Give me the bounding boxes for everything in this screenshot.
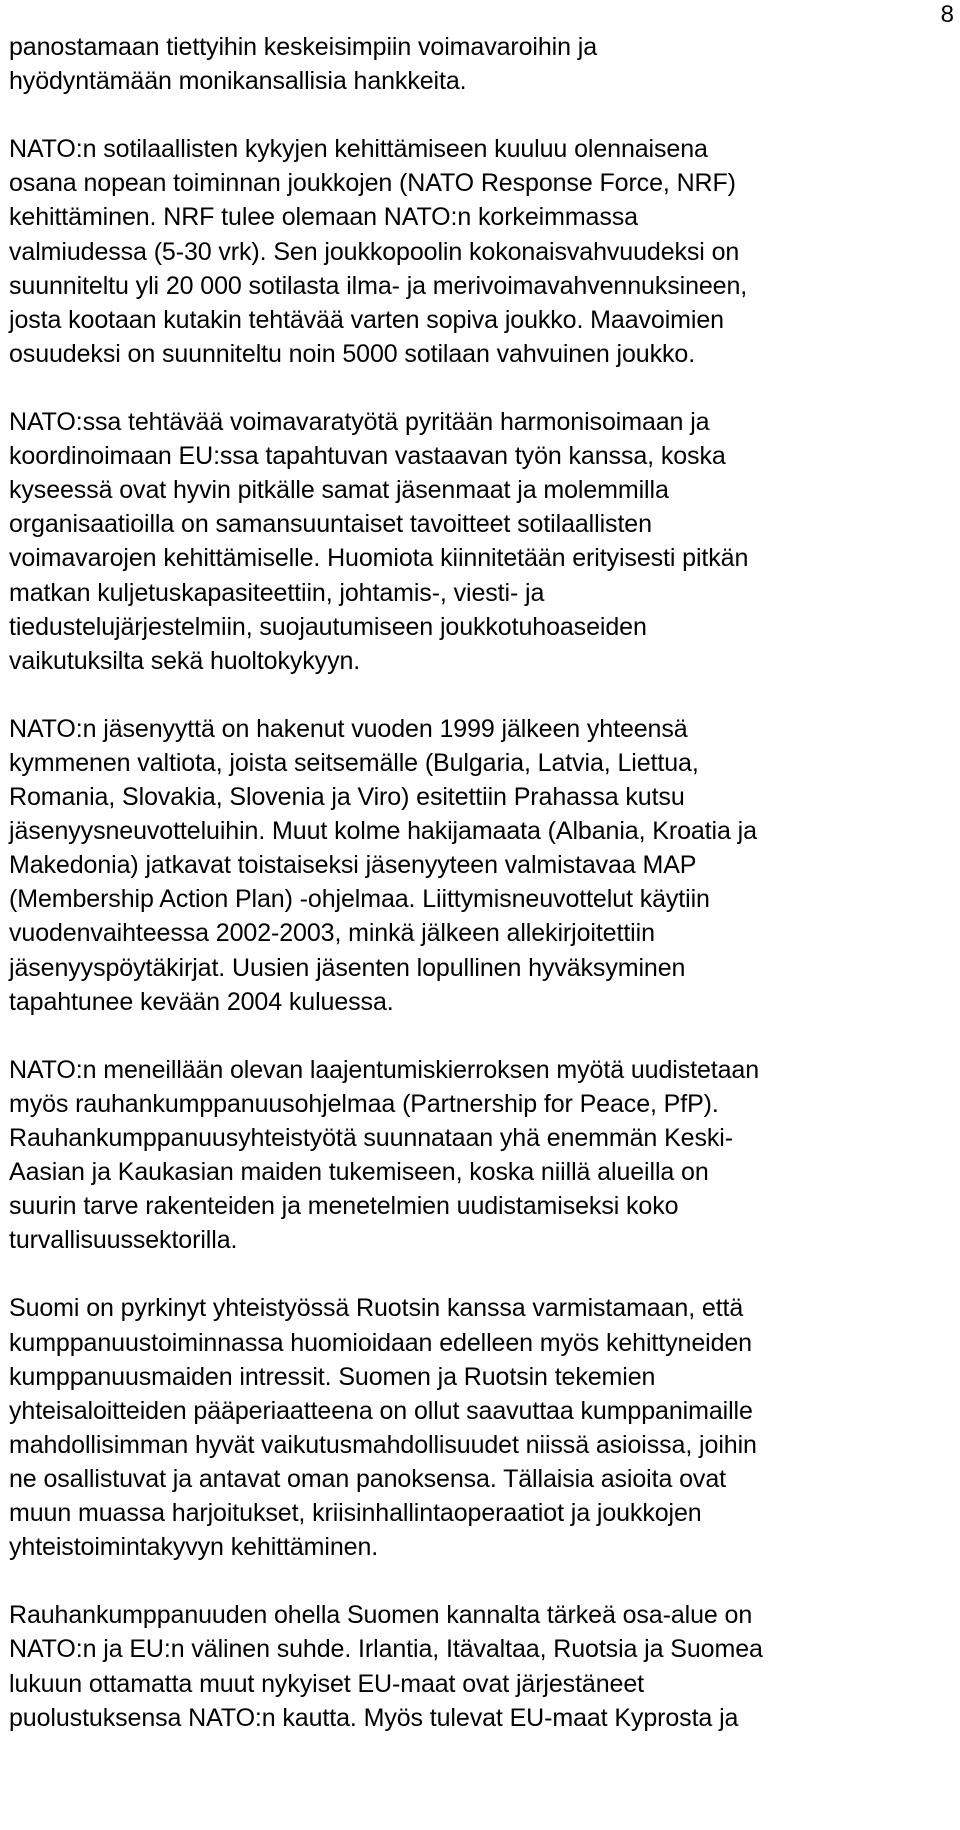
- text-line: josta kootaan kutakin tehtävää varten sopiva joukko. Maavoimien: [9, 305, 724, 334]
- text-line: panostamaan tiettyihin keskeisimpiin voimavaroihin ja: [9, 33, 598, 61]
- text-line: tapahtunee kevään 2004 kuluessa.: [9, 987, 394, 1016]
- text-line: yhteisaloitteiden pääperiaatteena on ollut saavuttaa kumppanimaille: [9, 1396, 753, 1425]
- text-line: muun muassa harjoitukset, kriisinhallintaoperaatiot ja joukkojen: [9, 1499, 702, 1528]
- paragraph: [9, 132, 949, 371]
- text-line: Rauhankumppanuusyhteistyötä suunnataan yhä enemmän Keski-: [9, 1124, 733, 1152]
- text-line: yhteistoimintakyvyn kehittäminen.: [9, 1533, 379, 1562]
- text-line: puolustuksensa NATO:n kautta. Myös tulevat EU-maat Kyprosta ja: [9, 1703, 739, 1732]
- text-line: vaikutuksilta sekä huoltokykyyn.: [9, 646, 361, 675]
- text-line: valmiudessa (5-30 vrk). Sen joukkopoolin kokonaisvahvuudeksi on: [9, 237, 740, 266]
- text-line: kumppanuusmaiden intressit. Suomen ja Ruotsin tekemien: [9, 1362, 656, 1391]
- text-line: matkan kuljetuskapasiteettiin, johtamis-, viesti- ja: [9, 578, 545, 607]
- text-line: jäsenyyspöytäkirjat. Uusien jäsenten lopullinen hyväksyminen: [9, 953, 686, 982]
- text-line: Suomi on pyrkinyt yhteistyössä Ruotsin kanssa varmistamaan, että: [9, 1294, 744, 1323]
- text-line: NATO:n ja EU:n välinen suhde. Irlantia, Itävaltaa, Ruotsia ja Suomea: [9, 1635, 763, 1664]
- text-line: koordinoimaan EU:ssa tapahtuvan vastaavan työn kanssa, koska: [9, 442, 726, 471]
- text-line: jäsenyysneuvotteluihin. Muut kolme hakijamaata (Albania, Kroatia ja: [9, 817, 757, 846]
- paragraph: [9, 30, 949, 98]
- document-body: [9, 30, 949, 1769]
- paragraph: [9, 1598, 949, 1734]
- text-line: kymmenen valtiota, joista seitsemälle (Bulgaria, Latvia, Liettua,: [9, 748, 699, 777]
- text-line: suurin tarve rakenteiden ja menetelmien uudistamiseksi koko: [9, 1192, 679, 1221]
- text-line: suunniteltu yli 20 000 sotilasta ilma- ja merivoimavahvennuksineen,: [9, 271, 748, 300]
- text-line: Rauhankumppanuuden ohella Suomen kannalta tärkeä osa-alue on: [9, 1601, 753, 1630]
- paragraph: [9, 405, 949, 678]
- text-line: NATO:n meneillään olevan laajentumiskierroksen myötä uudistetaan: [9, 1055, 760, 1084]
- text-line: turvallisuussektorilla.: [9, 1226, 238, 1255]
- text-line: vuodenvaihteessa 2002-2003, minkä jälkeen allekirjoitettiin: [9, 919, 655, 948]
- text-line: myös rauhankumppanuusohjelmaa (Partnership for Peace, PfP).: [9, 1089, 719, 1118]
- text-line: NATO:n jäsenyyttä on hakenut vuoden 1999 jälkeen yhteensä: [9, 714, 688, 743]
- text-line: NATO:n sotilaallisten kykyjen kehittämiseen kuuluu olennaisena: [9, 135, 708, 164]
- text-line: kumppanuustoiminnassa huomioidaan edelleen myös kehittyneiden: [9, 1328, 752, 1357]
- text-line: kyseessä ovat hyvin pitkälle samat jäsenmaat ja molemmilla: [9, 476, 669, 505]
- text-line: lukuun ottamatta muut nykyiset EU-maat ovat järjestäneet: [9, 1669, 644, 1698]
- text-line: ne osallistuvat ja antavat oman panoksensa. Tällaisia asioita ovat: [9, 1464, 726, 1493]
- text-line: NATO:ssa tehtävää voimavaratyötä pyritään harmonisoimaan ja: [9, 408, 710, 437]
- text-line: osuudeksi on suunniteltu noin 5000 sotilaan vahvuinen joukko.: [9, 339, 696, 368]
- text-line: voimavarojen kehittämiselle. Huomiota kiinnitetään erityisesti pitkän: [9, 544, 749, 573]
- paragraph: [9, 1291, 949, 1564]
- text-line: Romania, Slovakia, Slovenia ja Viro) esitettiin Prahassa kutsu: [9, 783, 685, 812]
- text-line: mahdollisimman hyvät vaikutusmahdollisuudet niissä asioissa, joihin: [9, 1430, 757, 1459]
- text-line: Aasian ja Kaukasian maiden tukemiseen, koska niillä alueilla on: [9, 1158, 709, 1187]
- paragraph: [9, 712, 949, 1019]
- text-line: kehittäminen. NRF tulee olemaan NATO:n korkeimmassa: [9, 203, 638, 232]
- text-line: tiedustelujärjestelmiin, suojautumiseen joukkotuhoaseiden: [9, 612, 647, 641]
- text-line: (Membership Action Plan) -ohjelmaa. Liittymisneuvottelut käytiin: [9, 885, 710, 914]
- page-number: 8: [940, 1, 954, 28]
- text-line: organisaatioilla on samansuuntaiset tavoitteet sotilaallisten: [9, 510, 652, 539]
- text-line: Makedonia) jatkavat toistaiseksi jäsenyyteen valmistavaa MAP: [9, 851, 697, 880]
- paragraph: [9, 1053, 949, 1258]
- text-line: hyödyntämään monikansallisia hankkeita.: [9, 67, 467, 96]
- text-line: osana nopean toiminnan joukkojen (NATO Response Force, NRF): [9, 169, 736, 198]
